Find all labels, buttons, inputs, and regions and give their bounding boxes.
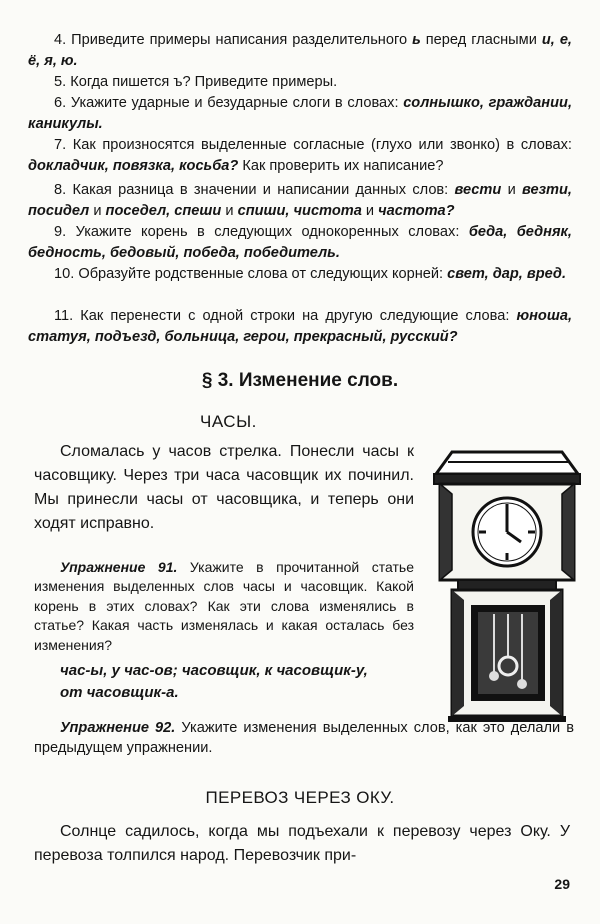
question-10 (28, 264, 572, 285)
text-run: 8. Какая разница в значении и написании данных слов: (54, 182, 455, 198)
story-title: ЧАСЫ. (200, 412, 257, 431)
text-run: 9. Укажите корень в следующих однокоренных словах: (54, 224, 469, 240)
text-run: спиши, чистота (237, 202, 362, 219)
text-run: юноша, статуя, подъезд, больница, герои, прекрасный, русский? (28, 308, 572, 345)
text-run: У перевоза (34, 823, 570, 864)
text-run: часы (362, 443, 399, 460)
text-run: перед гласными (420, 32, 542, 48)
text-run: стрелка. Понесли (211, 443, 363, 460)
text-run: подъехали (279, 823, 377, 840)
question-4 (28, 30, 572, 72)
text-run: толпился народ. (102, 847, 234, 864)
text-run: через Оку. (460, 823, 560, 840)
text-run: свет, дар, вред. (447, 266, 567, 282)
text-run: часовщик (246, 467, 319, 484)
text-run: ь (412, 32, 421, 48)
text-run: Как проверить их написание? (238, 157, 444, 174)
text-run: и (89, 202, 106, 219)
text-run: Укажите в прочитанной статье изменения выделенных слов (34, 559, 414, 595)
text-run: 10. Образуйте родственные слова от следующих корней: (54, 266, 448, 282)
text-run: Перевозчик (233, 847, 320, 864)
text-run: везти, посидел (28, 182, 572, 219)
text-run: и, е, ё, я, ю. (28, 32, 572, 69)
text-run: 7. Как произносятся выделенные согласные (глухо или звонко) в словах: (54, 137, 572, 153)
text-run: вести (454, 182, 502, 198)
story2-title: ПЕРЕВОЗ ЧЕРЕЗ ОКУ. (205, 788, 395, 807)
text-run: часы (146, 491, 184, 508)
question-5 (28, 72, 572, 93)
text-run: и (501, 182, 523, 198)
text-run: 5. Когда пишется (54, 74, 174, 90)
text-run: и (275, 578, 301, 595)
text-run: Укажите изменения выделенных слов, как это делали в предыдущем упражнении. (34, 720, 574, 756)
clock-illustration (428, 444, 586, 724)
text-run: от (183, 491, 217, 508)
exercise-91 (34, 558, 414, 655)
page-number: 29 (554, 876, 570, 892)
text-run: их починил. Мы принесли (34, 467, 415, 508)
text-run: 6. Укажите ударные и безударные слоги в словах: (54, 95, 404, 111)
text-run: часов (168, 443, 212, 460)
text-run: солнышко, граждании, каникулы. (28, 95, 572, 132)
story2-text (34, 820, 570, 868)
text-run: поседел, спеши (105, 202, 222, 219)
text-run: перевозу (392, 823, 461, 840)
word-forms-line-1: час-ы, у час-ов; часовщик, к часовщик-у, (60, 662, 368, 679)
text-run: частота? (378, 202, 455, 219)
text-run: мы (256, 823, 280, 840)
text-run: ъ (173, 74, 183, 90)
word-forms (60, 660, 420, 704)
text-run: докладчик, повязка, косьба? (28, 157, 239, 174)
text-run: 4. Приведите примеры написания разделительного (54, 32, 413, 48)
text-run: Упражнение 92. (60, 720, 176, 736)
exercise-92 (34, 718, 574, 758)
text-run: и (361, 202, 379, 219)
text-run: часовщику. (34, 467, 117, 484)
word-forms-line-2: от часовщик-а. (60, 684, 179, 701)
text-run: , и теперь они ходят исправно. (34, 491, 415, 532)
question-9 (28, 222, 572, 264)
text-run: . Какой корень в этих словах? Как эти слова изменялись в статье? Какая часть изменялась и какая осталась без изменения? (34, 578, 414, 653)
question-6 (28, 93, 572, 135)
story-text (34, 440, 414, 536)
text-run: при- (319, 847, 357, 864)
text-run: к (376, 823, 384, 840)
question-7 (28, 135, 572, 177)
text-run (384, 823, 393, 840)
text-run: Упражнение 91. (60, 559, 178, 575)
text-run: Через три часа (116, 467, 247, 484)
text-run: 11. Как перенести с одной строки на другую следующие слова: (54, 308, 517, 324)
text-run: часовщик (300, 578, 364, 595)
question-11 (28, 306, 572, 348)
text-run: беда, бедняк, бедность, бедовый, победа, победитель. (28, 224, 572, 261)
text-run: часовщика (216, 491, 298, 508)
text-run: ? Приведите примеры. (182, 74, 338, 90)
text-run: Сломалась у (60, 443, 169, 460)
question-8 (28, 180, 572, 222)
text-run: к (399, 443, 414, 460)
section-title: § 3. Изменение слов. (201, 370, 399, 391)
text-run: и (221, 202, 238, 219)
text-run: Солнце садилось, когда (60, 823, 257, 840)
text-run: часы (242, 578, 275, 595)
